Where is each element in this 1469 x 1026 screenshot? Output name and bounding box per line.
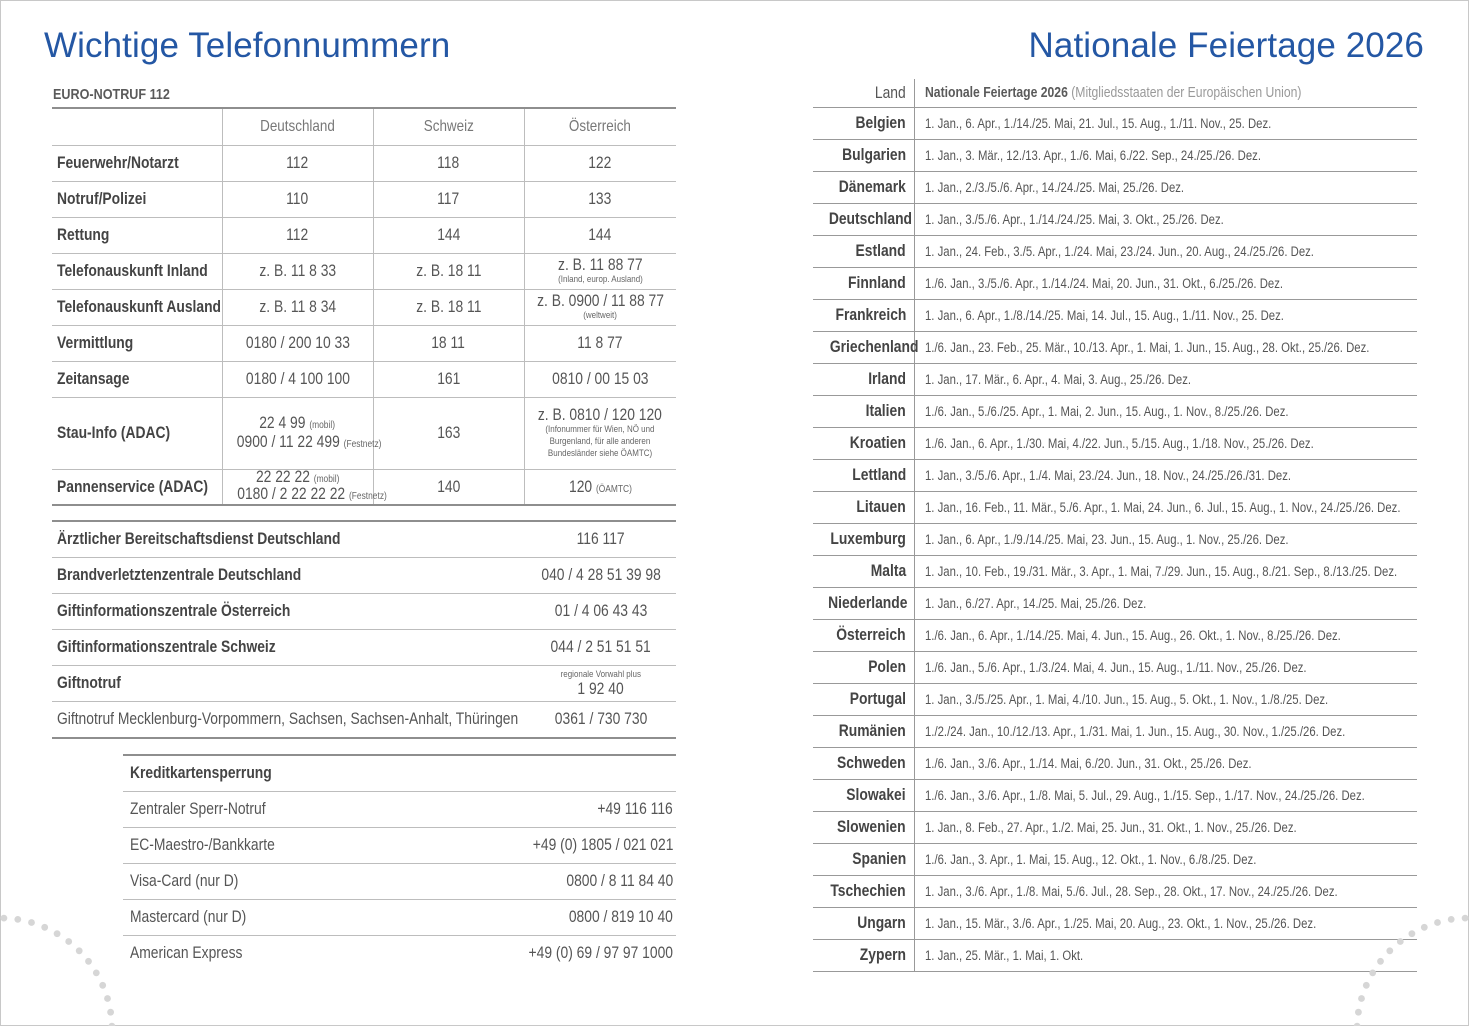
holiday-row <box>813 716 1417 748</box>
value-at: z. B. 0900 / 11 88 77 (weltweit) <box>524 290 676 326</box>
value-de: 112 <box>222 218 373 254</box>
credit-value: +49 (0) 69 / 97 97 1000 <box>528 944 673 962</box>
row-label: Rettung <box>52 218 222 254</box>
decorative-dots-left <box>0 905 120 1026</box>
country-name: Irland <box>813 364 915 396</box>
holidays-table <box>813 79 1417 972</box>
holiday-row <box>813 268 1417 300</box>
credit-value: +49 116 116 <box>400 792 677 828</box>
decor-dot <box>85 958 92 965</box>
service-label: Ärztlicher Bereitschaftsdienst Deutschland <box>52 521 526 558</box>
country-name: Spanien <box>813 844 915 876</box>
holiday-dates: 1. Jan., 10. Feb., 19./31. Mär., 3. Apr., 1. Mai, 7./29. Jun., 15. Aug., 8./21. Sep., 8./13./25. Dez. <box>915 556 1418 588</box>
country-name: Schweden <box>813 748 915 780</box>
country-name: Ungarn <box>813 908 915 940</box>
holiday-dates: 1. Jan., 3./5./25. Apr., 1. Mai, 4./10. Jun., 15. Aug., 5. Okt., 1. Nov., 1./8./25. Dez. <box>915 684 1418 716</box>
table-row <box>123 936 676 972</box>
decor-dot <box>1421 924 1428 931</box>
holiday-row <box>813 204 1417 236</box>
service-label: Giftnotruf Mecklenburg-Vorpommern, Sachsen, Sachsen-Anhalt, Thüringen <box>57 710 519 728</box>
holiday-row <box>813 524 1417 556</box>
holiday-row <box>813 940 1417 972</box>
country-name: Belgien <box>813 108 915 140</box>
holiday-dates: 1./6. Jan., 6. Apr., 1./14./25. Mai, 4. Jun., 15. Aug., 26. Okt., 1. Nov., 8./25./26. Dez. <box>915 620 1418 652</box>
country-name: Rumänien <box>813 716 915 748</box>
column-header-oesterreich: Österreich <box>524 108 676 146</box>
holiday-row <box>813 364 1417 396</box>
credit-heading: Kreditkartensperrung <box>123 755 676 792</box>
credit-label: Visa-Card (nur D) <box>123 864 400 900</box>
holiday-dates: 1. Jan., 24. Feb., 3./5. Apr., 1./24. Mai, 23./24. Jun., 20. Aug., 24./25./26. Dez. <box>915 236 1418 268</box>
holiday-dates: 1. Jan., 6. Apr., 1./9./14./25. Mai, 23. Jun., 15. Aug., 1. Nov., 25./26. Dez. <box>915 524 1418 556</box>
value-ch: 163 <box>373 398 524 470</box>
header-empty-cell <box>52 108 222 146</box>
holiday-dates: 1./6. Jan., 5./6. Apr., 1./3./24. Mai, 4. Jun., 15. Aug., 1./11. Nov., 25./26. Dez. <box>915 652 1418 684</box>
page-title-phone-numbers: Wichtige Telefonnummern <box>44 26 451 65</box>
decor-dot <box>99 982 106 989</box>
decor-dot <box>1355 1009 1362 1016</box>
country-name: Polen <box>813 652 915 684</box>
value-ch: 118 <box>373 146 524 182</box>
holiday-row <box>813 108 1417 140</box>
holiday-dates: 1. Jan., 6. Apr., 1./14./25. Mai, 21. Jul., 15. Aug., 1./11. Nov., 25. Dez. <box>915 108 1418 140</box>
row-label: Notruf/Polizei <box>52 182 222 218</box>
table-row <box>52 182 676 218</box>
credit-value: 0800 / 819 10 40 <box>400 900 677 936</box>
service-value: 116 117 <box>526 521 676 558</box>
value-ch: z. B. 18 11 <box>373 254 524 290</box>
holiday-dates: 1. Jan., 15. Mär., 3./6. Apr., 1./25. Mai, 20. Aug., 23. Okt., 1. Nov., 25./26. Dez. <box>915 908 1418 940</box>
row-label: Pannenservice (ADAC) <box>57 477 208 496</box>
holiday-row <box>813 300 1417 332</box>
decor-dot <box>1409 930 1416 937</box>
value-at: 11 8 77 <box>524 326 676 362</box>
holiday-row <box>813 844 1417 876</box>
holiday-dates: 1./6. Jan., 5./6./25. Apr., 1. Mai, 2. Jun., 15. Aug., 1. Nov., 8./25./26. Dez. <box>915 396 1418 428</box>
value-de: z. B. 11 8 33 <box>222 254 373 290</box>
holiday-dates: 1./6. Jan., 3./5./6. Apr., 1./14./24. Mai, 20. Jun., 31. Okt., 6./25./26. Dez. <box>915 268 1418 300</box>
table-row <box>52 290 676 326</box>
decor-dot <box>1377 958 1384 965</box>
holiday-dates: 1. Jan., 3./5./6. Apr., 1./4. Mai, 23./24. Jun., 18. Nov., 24./25./26./31. Dez. <box>915 460 1418 492</box>
value-de: 0180 / 200 10 33 <box>222 326 373 362</box>
value-de: 0180 / 4 100 100 <box>222 362 373 398</box>
country-name: Finnland <box>813 268 915 300</box>
value-ch: 161 <box>373 362 524 398</box>
decorative-dots-right <box>1349 905 1469 1026</box>
holiday-dates: 1. Jan., 6. Apr., 1./8./14./25. Mai, 14. Jul., 15. Aug., 1./11. Nov., 25. Dez. <box>915 300 1418 332</box>
table-row <box>52 521 676 558</box>
holiday-dates: 1. Jan., 2./3./5./6. Apr., 14./24./25. Mai, 25./26. Dez. <box>915 172 1418 204</box>
table-row <box>52 254 676 290</box>
decor-dot <box>65 938 72 945</box>
holiday-row <box>813 332 1417 364</box>
value-ch: 18 11 <box>373 326 524 362</box>
column-header-deutschland: Deutschland <box>222 108 373 146</box>
decor-dot <box>76 947 83 954</box>
decor-dot <box>1 915 8 922</box>
decor-dot <box>1397 938 1404 945</box>
country-name: Griechenland <box>813 332 915 364</box>
holiday-row <box>813 812 1417 844</box>
decor-dot <box>1363 982 1370 989</box>
row-label: Zeitansage <box>52 362 222 398</box>
service-value: 01 / 4 06 43 43 <box>526 594 676 630</box>
service-numbers-table <box>52 520 676 739</box>
holiday-row <box>813 652 1417 684</box>
holiday-row <box>813 492 1417 524</box>
country-name: Italien <box>813 396 915 428</box>
holiday-row <box>813 684 1417 716</box>
holiday-row <box>813 396 1417 428</box>
value-ch: 117 <box>373 182 524 218</box>
value-de: z. B. 11 8 34 <box>222 290 373 326</box>
country-name: Portugal <box>813 684 915 716</box>
value-at: 0810 / 00 15 03 <box>524 362 676 398</box>
holiday-row <box>813 620 1417 652</box>
holiday-row <box>813 460 1417 492</box>
header-country: Land <box>813 79 915 108</box>
credit-value: 0800 / 8 11 84 40 <box>400 864 677 900</box>
decor-dot <box>1434 919 1441 926</box>
holiday-dates: 1./6. Jan., 3./6. Apr., 1./8. Mai, 5. Jul., 29. Aug., 1./15. Sep., 1./17. Nov., 24./25./26. Dez. <box>915 780 1418 812</box>
decor-dot <box>14 916 21 923</box>
row-label: Telefonauskunft Ausland <box>52 290 222 326</box>
decor-dot <box>93 970 100 977</box>
table-row <box>52 362 676 398</box>
country-name: Slowakei <box>813 780 915 812</box>
value-de: 22 4 99 (mobil) 0900 / 11 22 499 (Festnetz) <box>222 398 373 470</box>
table-row <box>123 864 676 900</box>
value-ch: 140 <box>373 470 524 506</box>
holiday-row <box>813 876 1417 908</box>
country-name: Litauen <box>813 492 915 524</box>
holidays-header-row <box>813 79 1417 108</box>
row-label: Stau-Info (ADAC) <box>52 398 222 470</box>
holiday-dates: 1./6. Jan., 23. Feb., 25. Mär., 10./13. Apr., 1. Mai, 1. Jun., 15. Aug., 28. Okt., 25./26. Dez. <box>915 332 1418 364</box>
service-value: 040 / 4 28 51 39 98 <box>526 558 676 594</box>
decor-dot <box>104 995 111 1002</box>
decor-dot <box>1462 915 1469 922</box>
table-header-row <box>52 108 676 146</box>
holiday-dates: 1./6. Jan., 6. Apr., 1./30. Mai, 4./22. Jun., 5./15. Aug., 1./18. Nov., 25./26. Dez. <box>915 428 1418 460</box>
decor-dot <box>41 924 48 931</box>
holiday-dates: 1. Jan., 3. Mär., 12./13. Apr., 1./6. Mai, 6./22. Sep., 24./25./26. Dez. <box>915 140 1418 172</box>
value-at: 144 <box>524 218 676 254</box>
holiday-dates: 1. Jan., 17. Mär., 6. Apr., 4. Mai, 3. Aug., 25./26. Dez. <box>915 364 1418 396</box>
country-name: Niederlande <box>813 588 915 620</box>
decor-dot <box>28 919 35 926</box>
country-name: Bulgarien <box>813 140 915 172</box>
country-name: Kroatien <box>813 428 915 460</box>
holiday-row <box>813 428 1417 460</box>
value-at: 122 <box>524 146 676 182</box>
credit-label: EC-Maestro-/Bankkarte <box>123 828 400 864</box>
country-name: Tschechien <box>813 876 915 908</box>
decor-dot <box>1386 947 1393 954</box>
holiday-dates: 1. Jan., 3./6. Apr., 1./8. Mai, 5./6. Jul., 28. Sep., 28. Okt., 17. Nov., 24./25./26. Dez. <box>915 876 1418 908</box>
holiday-dates: 1./6. Jan., 3./6. Apr., 1./14. Mai, 6./20. Jun., 31. Okt., 25./26. Dez. <box>915 748 1418 780</box>
holiday-dates: 1. Jan., 25. Mär., 1. Mai, 1. Okt. <box>915 940 1418 972</box>
service-label: Brandverletztenzentrale Deutschland <box>52 558 526 594</box>
holiday-dates: 1. Jan., 8. Feb., 27. Apr., 1./2. Mai, 25. Jun., 31. Okt., 1. Nov., 25./26. Dez. <box>915 812 1418 844</box>
holiday-row <box>813 588 1417 620</box>
country-name: Dänemark <box>813 172 915 204</box>
service-value: 044 / 2 51 51 51 <box>526 630 676 666</box>
value-de: 112 <box>222 146 373 182</box>
table-row <box>52 558 676 594</box>
value-de: 22 22 22 (mobil) 0180 / 2 22 22 22 (Festnetz) <box>222 470 373 506</box>
country-name: Deutschland <box>813 204 915 236</box>
value-ch: 144 <box>373 218 524 254</box>
value-de: 110 <box>222 182 373 218</box>
holiday-dates: 1. Jan., 6./27. Apr., 14./25. Mai, 25./26. Dez. <box>915 588 1418 620</box>
holiday-dates: 1./2./24. Jan., 10./12./13. Apr., 1./31. Mai, 1. Jun., 15. Aug., 30. Nov., 1./25./26. Dez. <box>915 716 1418 748</box>
country-name: Slowenien <box>813 812 915 844</box>
holiday-row <box>813 556 1417 588</box>
decor-dot <box>1369 970 1376 977</box>
table-row <box>52 666 676 702</box>
table-row <box>123 900 676 936</box>
header-holidays: Nationale Feiertage 2026 (Mitgliedsstaaten der Europäischen Union) <box>915 79 1418 108</box>
country-name: Luxemburg <box>813 524 915 556</box>
row-label: Vermittlung <box>52 326 222 362</box>
country-name: Frankreich <box>813 300 915 332</box>
credit-label: Mastercard (nur D) <box>123 900 400 936</box>
holiday-row <box>813 236 1417 268</box>
value-ch: z. B. 18 11 <box>373 290 524 326</box>
page-title-holidays: Nationale Feiertage 2026 <box>1028 26 1424 65</box>
service-label: Giftnotruf <box>52 666 526 702</box>
holiday-row <box>813 748 1417 780</box>
service-value: 0361 / 730 730 <box>554 710 648 728</box>
table-row <box>52 146 676 182</box>
service-label: Giftinformationszentrale Österreich <box>52 594 526 630</box>
euro-emergency-label: EURO-NOTRUF 112 <box>53 86 170 103</box>
holiday-dates: 1. Jan., 3./5./6. Apr., 1./14./24./25. Mai, 3. Okt., 25./26. Dez. <box>915 204 1418 236</box>
table-row <box>123 792 676 828</box>
table-row <box>123 828 676 864</box>
holiday-row <box>813 908 1417 940</box>
country-name: Malta <box>813 556 915 588</box>
decor-dot <box>54 930 61 937</box>
holiday-row <box>813 172 1417 204</box>
column-header-schweiz: Schweiz <box>373 108 524 146</box>
country-name: Zypern <box>813 940 915 972</box>
value-at: 133 <box>524 182 676 218</box>
credit-card-block-table <box>123 754 676 971</box>
credit-label: Zentraler Sperr-Notruf <box>123 792 400 828</box>
emergency-numbers-table <box>52 107 676 506</box>
decor-dot <box>1358 995 1365 1002</box>
table-row <box>52 218 676 254</box>
holiday-dates: 1. Jan., 16. Feb., 11. Mär., 5./6. Apr., 1. Mai, 24. Jun., 6. Jul., 15. Aug., 1. Nov., 24./25./26. Dez. <box>915 492 1418 524</box>
table-row <box>52 470 676 506</box>
holiday-dates: 1./6. Jan., 3. Apr., 1. Mai, 15. Aug., 12. Okt., 1. Nov., 6./8./25. Dez. <box>915 844 1418 876</box>
table-row <box>52 702 676 739</box>
decor-dot <box>107 1009 114 1016</box>
service-label: Giftinformationszentrale Schweiz <box>52 630 526 666</box>
country-name: Österreich <box>813 620 915 652</box>
country-name: Estland <box>813 236 915 268</box>
table-row <box>52 398 676 470</box>
holiday-row <box>813 780 1417 812</box>
row-label: Telefonauskunft Inland <box>52 254 222 290</box>
row-label: Feuerwehr/Notarzt <box>52 146 222 182</box>
credit-heading-row <box>123 755 676 792</box>
credit-value: +49 (0) 1805 / 021 021 <box>400 828 677 864</box>
table-row <box>52 326 676 362</box>
value-at: z. B. 11 88 77 (Inland, europ. Ausland) <box>524 254 676 290</box>
credit-label: American Express <box>130 944 243 962</box>
value-at: z. B. 0810 / 120 120 (Infonummer für Wien, NÖ und Burgenland, für alle anderen Bundesländer siehe ÖAMTC) <box>524 398 676 470</box>
decor-dot <box>1448 916 1455 923</box>
service-value: regionale Vorwahl plus 1 92 40 <box>526 666 676 702</box>
country-name: Lettland <box>813 460 915 492</box>
value-at: 120 (ÖAMTC) <box>524 470 676 506</box>
holiday-row <box>813 140 1417 172</box>
table-row <box>52 594 676 630</box>
table-row <box>52 630 676 666</box>
